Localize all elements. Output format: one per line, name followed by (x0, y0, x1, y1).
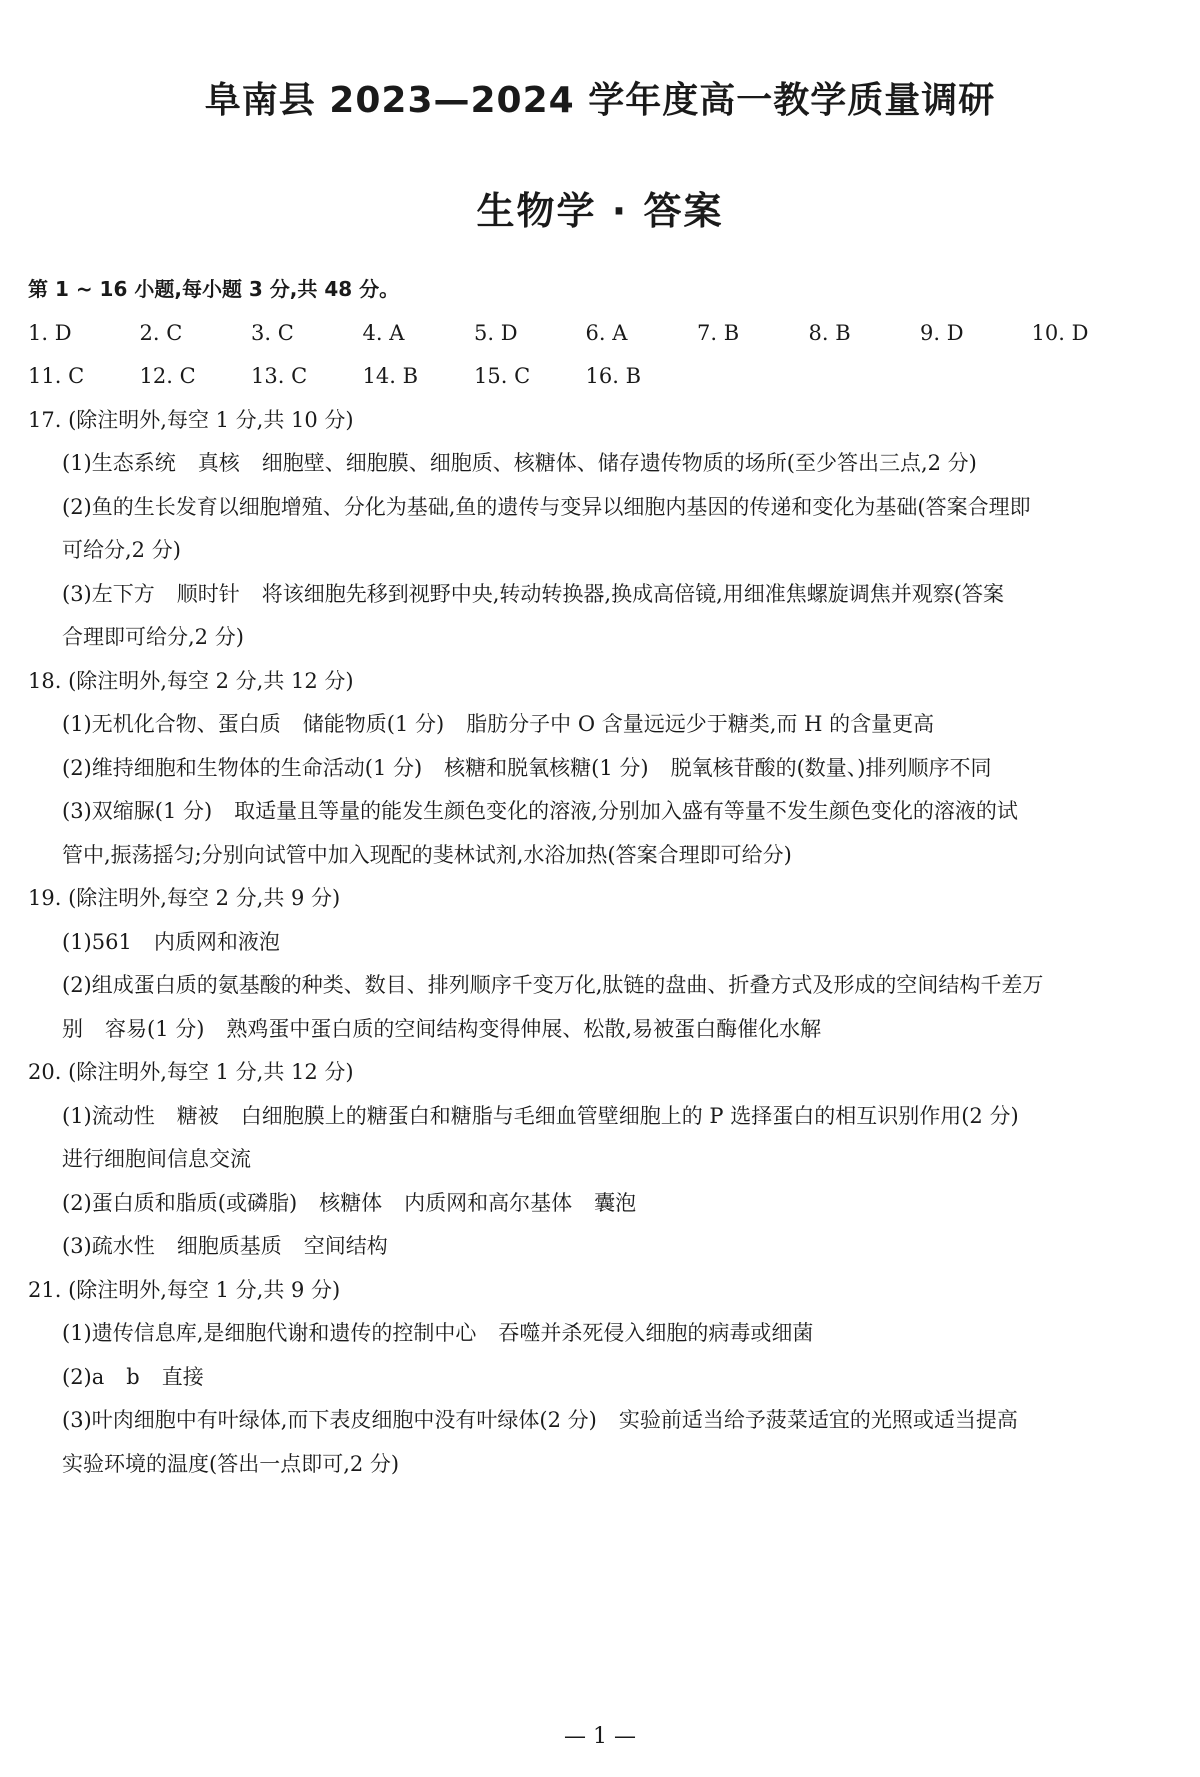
q18-part-3-line-1 (28, 790, 1178, 834)
q20-part-1-line-1 (28, 1095, 1178, 1139)
answer-text: b (126, 1364, 140, 1389)
answer-text: 脱氧核苷酸的(数量、)排列顺序不同 (670, 755, 992, 780)
answer-text: 囊泡 (594, 1190, 637, 1215)
answer-text: 空间结构 (303, 1234, 388, 1258)
answer-text: 容易(1 分) (105, 1016, 205, 1041)
mc-intro: 第 1 ~ 16 小题,每小题 3 分,共 48 分。 (28, 277, 400, 301)
answer-text: (2)蛋白质和脂质(或磷脂) (62, 1190, 298, 1215)
mc-answer: 15. C (474, 364, 531, 388)
mc-answer: 3. C (251, 320, 294, 345)
mc-answer: 7. B (697, 320, 740, 345)
mc-answer: 14. B (362, 364, 419, 388)
answer-text: (3)叶肉细胞中有叶绿体,而下表皮细胞中没有叶绿体(2 分) (62, 1408, 597, 1432)
answer-text: (1)生态系统 (62, 451, 176, 475)
q21-heading: 21. (除注明外,每空 1 分,共 9 分) (28, 1277, 341, 1302)
answer-text: 顺时针 (176, 581, 240, 606)
mc-answer: 5. D (474, 320, 518, 345)
q17-heading: 17. (除注明外,每空 1 分,共 10 分) (28, 407, 354, 432)
answer-text: (3)左下方 (62, 581, 155, 606)
mc-answer: 9. D (920, 320, 964, 345)
answer-text: (2)维持细胞和生物体的生命活动(1 分) (62, 755, 423, 780)
answer-text: 吞噬并杀死侵入细胞的病毒或细菌 (498, 1321, 814, 1345)
q19-part-1 (28, 921, 1178, 965)
answer-text: 内质网和液泡 (153, 929, 280, 954)
answer-text: 细胞质基质 (176, 1234, 282, 1258)
q18-part-1 (28, 703, 1178, 747)
q21-part-3-line-2: 实验环境的温度(答出一点即可,2 分) (62, 1451, 400, 1476)
answer-content (28, 268, 1178, 1486)
mc-answers-row-2 (28, 355, 1178, 399)
answer-text: 糖被 (176, 1103, 219, 1128)
answer-text: 脂肪分子中 O 含量远远少于糖类,而 H 的含量更高 (466, 712, 935, 736)
mc-answer: 10. D (1031, 320, 1089, 345)
answer-text: (1)无机化合物、蛋白质 (62, 712, 281, 736)
q20-part-2 (28, 1182, 1178, 1226)
answer-text: (2)a (62, 1364, 105, 1389)
q19-part-2-line-2 (28, 1008, 1178, 1052)
answer-text: 取适量且等量的能发生颜色变化的溶液,分别加入盛有等量不发生颜色变化的溶液的试 (234, 799, 1018, 823)
q17-part-2-line-1: (2)鱼的生长发育以细胞增殖、分化为基础,鱼的遗传与变异以细胞内基因的传递和变化为基础(答案合理即 (62, 494, 1031, 519)
q17-part-1 (28, 442, 1178, 486)
q21-part-2 (28, 1356, 1178, 1400)
q19-heading: 19. (除注明外,每空 2 分,共 9 分) (28, 886, 341, 910)
answer-text: (1)561 (62, 929, 132, 954)
answer-text: 核糖和脱氧核糖(1 分) (444, 755, 649, 780)
answer-text: 核糖体 (319, 1190, 383, 1215)
answer-text: (3)疏水性 (62, 1234, 155, 1258)
answer-text: 将该细胞先移到视野中央,转动转换器,换成高倍镜,用细准焦螺旋调焦并观察(答案 (261, 581, 1004, 606)
q17-part-3-line-2: 合理即可给分,2 分) (62, 625, 244, 649)
answer-text: 内质网和高尔基体 (404, 1190, 573, 1215)
mc-answer: 16. B (585, 364, 642, 388)
answer-text: 真核 (197, 451, 240, 475)
answer-text: 直接 (161, 1364, 204, 1389)
q21-part-3-line-1 (28, 1399, 1178, 1443)
q21-part-1 (28, 1312, 1178, 1356)
mc-answer: 11. C (28, 364, 85, 388)
answer-text: 别 (62, 1016, 83, 1041)
page-number: — 1 — (564, 1724, 636, 1749)
q18-part-3-line-2: 管中,振荡摇匀;分别向试管中加入现配的斐林试剂,水浴加热(答案合理即可给分) (62, 842, 792, 867)
mc-answer: 13. C (251, 364, 308, 388)
q18-part-2 (28, 747, 1178, 791)
answer-text: 细胞壁、细胞膜、细胞质、核糖体、储存遗传物质的场所(至少答出三点,2 分) (261, 451, 977, 475)
mc-answer: 6. A (585, 320, 628, 345)
mc-answer: 8. B (808, 320, 851, 345)
mc-answer: 4. A (362, 320, 405, 345)
page-subtitle: 生物学 · 答案 (476, 189, 724, 233)
q17-part-2-line-2: 可给分,2 分) (62, 538, 181, 562)
q19-part-2-line-1: (2)组成蛋白质的氨基酸的种类、数目、排列顺序千变万化,肽链的盘曲、折叠方式及形成的空间结构千差万 (62, 973, 1044, 997)
mc-answers-row-1 (28, 312, 1178, 356)
answer-text: 白细胞膜上的糖蛋白和糖脂与毛细血管壁细胞上的 P 选择蛋白的相互识别作用(2 分) (240, 1103, 1019, 1128)
q20-part-3 (28, 1225, 1178, 1269)
q20-part-1-line-2: 进行细胞间信息交流 (62, 1147, 251, 1171)
answer-text: (1)流动性 (62, 1103, 155, 1128)
mc-answer: 12. C (139, 364, 196, 388)
q18-heading: 18. (除注明外,每空 2 分,共 12 分) (28, 668, 354, 693)
answer-text: (1)遗传信息库,是细胞代谢和遗传的控制中心 (62, 1321, 477, 1345)
q20-heading: 20. (除注明外,每空 1 分,共 12 分) (28, 1060, 354, 1084)
mc-answer: 1. D (28, 320, 72, 345)
mc-answer: 2. C (139, 320, 183, 345)
answer-text: 熟鸡蛋中蛋白质的空间结构变得伸展、松散,易被蛋白酶催化水解 (226, 1016, 822, 1041)
answer-text: (3)双缩脲(1 分) (62, 799, 213, 823)
page-title: 阜南县 2023—2024 学年度高一教学质量调研 (204, 80, 996, 121)
answer-text: 储能物质(1 分) (302, 712, 445, 736)
q17-part-3-line-1 (28, 573, 1178, 617)
answer-text: 实验前适当给予菠菜适宜的光照或适当提高 (618, 1408, 1018, 1432)
